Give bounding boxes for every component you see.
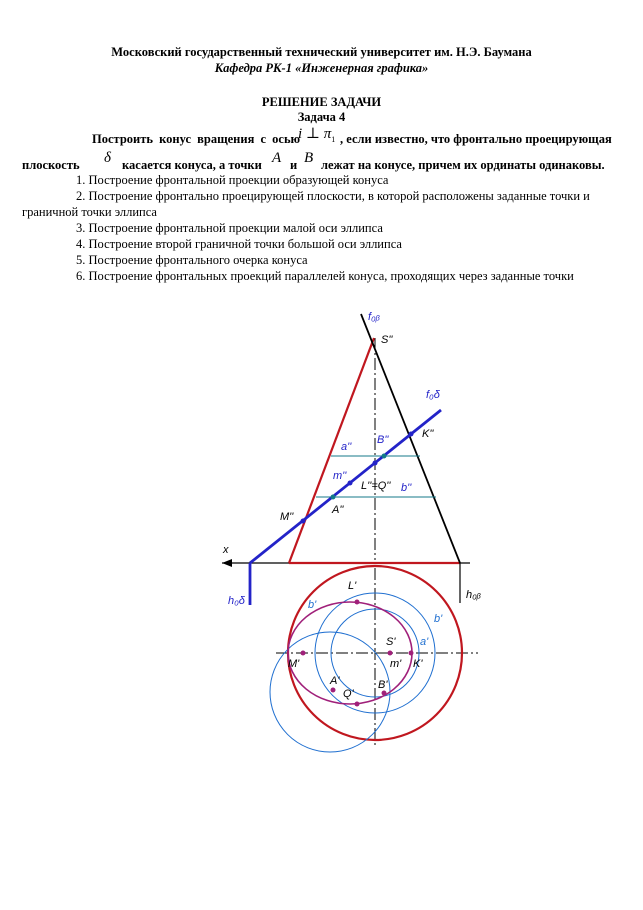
label-b1-right: b' [434, 613, 443, 625]
step-5: 5. Построение фронтального очерка конуса [76, 253, 308, 267]
problem-text-part1: Построить конус вращения с осью [92, 132, 301, 146]
label-M2: M'' [280, 511, 294, 523]
label-h-beta: h₀ᵦ [466, 589, 482, 601]
cone-generatrix-right [361, 314, 460, 563]
problem-text-part3: плоскость [22, 158, 80, 172]
problem-text-and: и [290, 158, 298, 172]
label-h-delta: h₀δ [228, 595, 245, 607]
label-K1: K' [413, 658, 423, 670]
x-axis-arrow [222, 559, 232, 567]
label-f-top: f₀ᵦ [368, 311, 381, 323]
department-name: Кафедра РК-1 «Инженерная графика» [214, 61, 429, 75]
problem-text-part4: касается конуса, а точки [122, 158, 262, 172]
solution-title: РЕШЕНИЕ ЗАДАЧИ [261, 95, 382, 109]
step-4: 4. Построение второй граничной точки большой оси эллипса [76, 237, 402, 251]
label-A2: A'' [332, 504, 344, 516]
point-M2 [301, 519, 306, 524]
point-L2 [373, 461, 378, 466]
label-Q1: Q' [343, 688, 354, 700]
point-Q1 [355, 702, 360, 707]
label-S1: S' [386, 636, 396, 648]
delta-symbol: δ [104, 150, 111, 166]
axis-formula: i ⊥ $\pi_1$ [298, 126, 336, 144]
label-b1-left: b' [308, 599, 317, 611]
label-B1: B' [378, 679, 388, 691]
label-f-delta: f₀δ [426, 389, 440, 401]
point-B-symbol: B [304, 150, 314, 166]
step-3: 3. Построение фронтальной проекции малой оси эллипса [76, 221, 383, 235]
step-2-continued: граничной точки эллипса [22, 205, 157, 219]
point-B2 [382, 454, 387, 459]
label-b2: b'' [401, 482, 412, 494]
point-m1 [388, 651, 393, 656]
label-x: x [223, 544, 229, 556]
label-L2Q2: L''=Q'' [361, 480, 391, 492]
label-B2: B'' [377, 434, 389, 446]
problem-text-part5: лежат на конусе, причем их ординаты одинаковы. [321, 158, 605, 172]
label-L1: L' [348, 580, 357, 592]
point-B1 [382, 691, 387, 696]
point-K1 [409, 651, 414, 656]
label-S2: S'' [381, 334, 393, 346]
point-M1 [301, 651, 306, 656]
label-a2: a'' [341, 441, 352, 453]
point-K2 [409, 432, 414, 437]
step-1: 1. Построение фронтальной проекции образующей конуса [76, 173, 389, 187]
point-m2 [348, 481, 353, 486]
cone-generatrix-left [289, 338, 374, 563]
step-2: 2. Построение фронтально проецирующей плоскости, в которой расположены заданные точки и [76, 189, 590, 203]
label-K2: K'' [422, 428, 434, 440]
point-L1 [355, 600, 360, 605]
label-a1: a' [420, 636, 429, 648]
label-M1: M' [288, 658, 300, 670]
label-m1: m' [390, 658, 402, 670]
point-A-symbol: A [272, 150, 282, 166]
label-m2: m'' [333, 470, 347, 482]
step-6: 6. Построение фронтальных проекций параллелей конуса, проходящих через заданные точки [76, 269, 574, 283]
label-A1: A' [330, 675, 340, 687]
point-A2 [331, 495, 336, 500]
task-number: Задача 4 [297, 110, 346, 124]
problem-text-part2: , если известно, что фронтально проецирующая [340, 132, 612, 146]
point-A1 [331, 688, 336, 693]
university-name: Московский государственный технический университет им. Н.Э. Баумана [111, 45, 532, 59]
